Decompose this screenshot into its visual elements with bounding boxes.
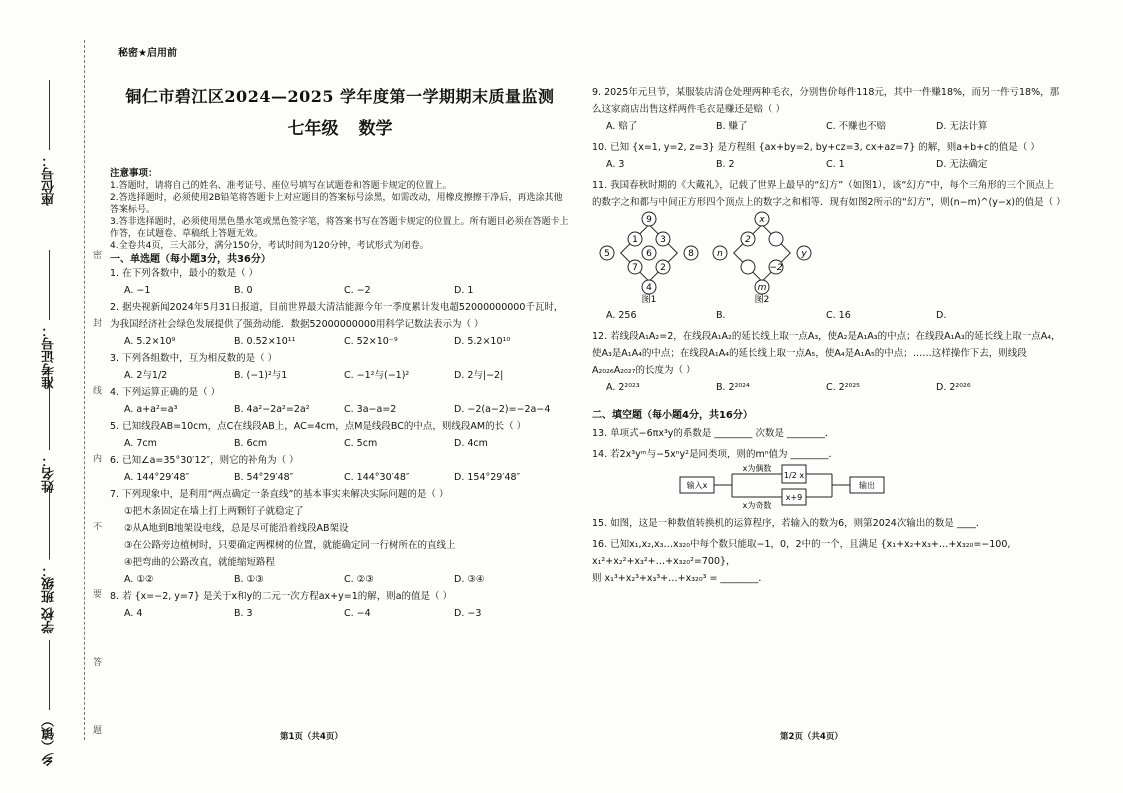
fig2-number: 2 bbox=[745, 235, 751, 245]
option: C. 2²⁰²⁵ bbox=[826, 382, 860, 393]
option: D. 2²⁰²⁶ bbox=[936, 382, 971, 393]
fill-question: 15. 如图，这是一种数值转换机的运算程序，若输入的数为6，则第2024次输出的数是 ____． bbox=[592, 518, 986, 529]
option: C. 不赚也不赔 bbox=[826, 121, 887, 132]
option: D. 无法确定 bbox=[936, 159, 988, 170]
fig2-number: −2 bbox=[769, 263, 783, 273]
option: C. −4 bbox=[344, 608, 371, 619]
notes bbox=[110, 168, 570, 252]
fig2-caption: 图2 bbox=[754, 295, 770, 303]
option: C. 144°30′48″ bbox=[344, 472, 410, 483]
option: B. 6cm bbox=[234, 438, 268, 449]
fig1-number: 4 bbox=[646, 283, 652, 293]
statement: ④把弯曲的公路改直，就能缩短路程 bbox=[124, 557, 276, 568]
note-item: 2.答选择题时，必须使用2B铅笔将答题卡上对应题目的答案标号涂黑，如需改动，用橡皮擦擦干净后，再选涂其他答案标号。 bbox=[110, 193, 563, 215]
statement: ③在公路旁边植树时，只要确定两棵树的位置，就能确定同一行树所在的直线上 bbox=[124, 540, 456, 551]
fill-question: 14. 若2x³yᵐ与−5xⁿy²是同类项，则的mⁿ值为 ________． bbox=[592, 449, 839, 460]
option: A. 256 bbox=[606, 310, 637, 321]
option: C. 5cm bbox=[344, 438, 378, 449]
option: B. 3 bbox=[234, 608, 253, 619]
page-title: 铜仁市碧江区2024—2025 学年度第一学期期末质量监测 bbox=[125, 87, 555, 106]
section-title: 一、单选题（每小题3分，共36分） bbox=[110, 254, 271, 265]
option: A. 3 bbox=[606, 159, 625, 170]
option: A. 赔了 bbox=[606, 121, 638, 132]
question-options bbox=[592, 118, 1062, 135]
statement: ①把木条固定在墙上打上两颗钉子就稳定了 bbox=[124, 506, 304, 517]
option: A. 5.2×10⁹ bbox=[124, 336, 176, 347]
option: B. 2²⁰²⁴ bbox=[716, 382, 750, 393]
option: B. 54°29′48″ bbox=[234, 472, 294, 483]
option: A. ①② bbox=[124, 574, 154, 585]
right-questions bbox=[592, 84, 1066, 587]
fill-question: 16. 已知x₁,x₂,x₃…x₃₂₀中每个数只能取−1，0，2中的一个，且满足 {x₁+x₂+x₃+…+x₃₂₀=−100, x₁²+x₂²+x₃²+…+x₃₂₀²=700}， bbox=[592, 539, 1011, 567]
option: B. 2 bbox=[716, 159, 735, 170]
note-item: 3.答非选择题时，必须使用黑色墨水笔或黑色签字笔，将答案书写在答题卡规定的位置上。所有题目必须在答题卡上作答，在试题卷、草稿纸上答题无效。 bbox=[110, 217, 569, 239]
question-stem: 7. 下列现象中，是利用“两点确定一条直线”的基本事实来解决实际问题的是（ ） bbox=[110, 489, 449, 500]
option: B. 赚了 bbox=[716, 121, 748, 132]
flow-input-label: 输入x bbox=[686, 481, 708, 490]
fig2-node bbox=[769, 232, 783, 246]
flow-output-label: 输出 bbox=[859, 481, 875, 490]
option: D. −3 bbox=[454, 608, 482, 619]
flow-plus-label: x+9 bbox=[785, 493, 803, 502]
question-options bbox=[110, 401, 570, 418]
question-stem: 5. 已知线段AB=10cm，点C在线段AB上，AC=4cm，点M是线段BC的中点，则线段AM的长（ ） bbox=[110, 421, 527, 432]
seat-number-field: 座位号： bbox=[40, 80, 59, 206]
option: C. ②③ bbox=[344, 574, 374, 585]
fig1-number: 2 bbox=[660, 263, 666, 273]
option: A. 2²⁰²³ bbox=[606, 382, 640, 393]
question-stem: 9. 2025年元旦节，某服装店清仓处理两种毛衣，分别售价每件118元，其中一件赚18%，而另一件亏18%，那么这家商店出售这样两件毛衣是赚还是赔（ ） bbox=[592, 87, 1060, 115]
option: A. 2与1/2 bbox=[124, 370, 168, 381]
question-stem: 2. 据央视新闻2024年5月31日报道，目前世界最大清洁能源今年一季度累计发电超52000000000千瓦时，为我国经济社会绿色发展提供了强劲动能．数据52000000000用科学记数法表示为（ ） bbox=[110, 302, 564, 330]
township-field: 乡（镇） bbox=[40, 640, 59, 766]
option: B. (−1)²与1 bbox=[234, 370, 288, 381]
question-options bbox=[110, 605, 570, 622]
option: A. 4 bbox=[124, 608, 143, 619]
left-questions bbox=[110, 250, 570, 622]
option: C. −2 bbox=[344, 285, 371, 296]
fig2-number: y bbox=[801, 249, 807, 259]
fig1-number: 1 bbox=[632, 235, 638, 245]
school-class-field: 学校 班级： bbox=[40, 490, 59, 634]
option: B. bbox=[716, 310, 726, 321]
option: B. ①③ bbox=[234, 574, 264, 585]
fig1-number: 8 bbox=[688, 249, 694, 259]
option: D. ③④ bbox=[454, 574, 485, 585]
flow-even-label: x为偶数 bbox=[742, 464, 772, 473]
option: A. −1 bbox=[124, 285, 151, 296]
name-field: 姓名： bbox=[40, 380, 59, 493]
option: D. 2与|−2| bbox=[454, 370, 504, 381]
page-subtitle: 七年级 数学 bbox=[287, 119, 393, 139]
option: A. a+a²=a³ bbox=[124, 404, 178, 415]
binding-strip bbox=[0, 0, 100, 793]
option: B. 0.52×10¹¹ bbox=[234, 336, 296, 347]
page-footer-right: 第2页（共4页） bbox=[780, 732, 843, 742]
option: A. 7cm bbox=[124, 438, 157, 449]
fill-question: 13. 单项式−6πx³y的系数是 ________ 次数是 ________． bbox=[592, 428, 835, 439]
option: D. −2(a−2)=−2a−4 bbox=[454, 404, 551, 415]
notes-heading: 注意事项： bbox=[110, 168, 158, 179]
question-options bbox=[592, 307, 1062, 324]
option: D. 154°29′48″ bbox=[454, 472, 521, 483]
option: C. −1²与(−1)² bbox=[344, 370, 410, 381]
section-title: 二、填空题（每小题4分，共16分） bbox=[592, 410, 753, 421]
fig1-number: 3 bbox=[660, 235, 666, 245]
flow-half-label: 1/2 x bbox=[783, 471, 805, 480]
flowchart bbox=[592, 463, 1062, 511]
option: A. 144°29′48″ bbox=[124, 472, 190, 483]
option: C. 3a−a=2 bbox=[344, 404, 397, 415]
option: B. 0 bbox=[234, 285, 253, 296]
fig2-number: n bbox=[717, 249, 723, 259]
flow-odd-label: x为奇数 bbox=[742, 501, 772, 510]
question-stem: 10. 已知 {x=1, y=2, z=3} 是方程组 {ax+by=2, by+cz=3, cx+az=7} 的解，则a+b+c的值是（ ） bbox=[592, 142, 1040, 153]
option: D. 1 bbox=[454, 285, 474, 296]
option: C. 52×10⁻⁹ bbox=[344, 336, 398, 347]
fig1-number: 9 bbox=[646, 215, 652, 225]
seal-line bbox=[84, 40, 85, 740]
option: D. 无法计算 bbox=[936, 121, 988, 132]
question-stem: 4. 下列运算正确的是（ ） bbox=[110, 387, 221, 398]
note-item: 4.全卷共4页，三大部分，满分150分，考试时间为120分钟，考试形式为闭卷。 bbox=[110, 241, 429, 251]
option: B. 4a²−2a²=2a² bbox=[234, 404, 310, 415]
question-stem: 6. 已知∠a=35°30′12″，则它的补角为（ ） bbox=[110, 455, 299, 466]
option: D. 5.2×10¹⁰ bbox=[454, 336, 511, 347]
page-footer-left: 第1页（共4页） bbox=[280, 732, 343, 742]
question-options bbox=[110, 367, 570, 384]
note-item: 1.答题时，请将自己的姓名、准考证号、座位号填写在试题卷和答题卡规定的位置上。 bbox=[110, 181, 452, 191]
secret-mark: 秘密★启用前 bbox=[118, 48, 177, 59]
fig1-caption: 图1 bbox=[641, 295, 657, 303]
exam-number-field: 准考证号： bbox=[40, 250, 59, 389]
question-options bbox=[110, 469, 570, 486]
statement: ②从A地到B地架设电线，总是尽可能沿着线段AB架设 bbox=[124, 523, 349, 534]
fill-question: 则 x₁³+x₂³+x₃³+…+x₃₂₀³ = ________． bbox=[592, 573, 768, 584]
question-options bbox=[592, 156, 1062, 173]
question-options bbox=[110, 435, 570, 452]
option: D. bbox=[936, 310, 947, 321]
fig1-number: 5 bbox=[604, 249, 610, 259]
fig1-number: 6 bbox=[646, 249, 652, 259]
option: C. 16 bbox=[826, 310, 851, 321]
question-stem: 3. 下列各组数中，互为相反数的是（ ） bbox=[110, 353, 278, 364]
question-stem: 12. 若线段A₁A₂=2，在线段A₁A₂的延长线上取一点A₃，使A₂是A₁A₃的中点；在线段A₁A₃的延长线上取一点A₄，使A₃是A₁A₄的中点；在线段A₁A₄的延长线上取一点A₅，使A₄是A₁A₅的中点；……这样操作下去，则线段A₂₀₂₆A₂₀₂₇的长度为（ ） bbox=[592, 331, 1061, 376]
question-stem: 11. 我国春秋时期的《大戴礼》，记载了世界上最早的“幻方”（如图1），该“幻方”中，每个三角形的三个顶点上的数字之和都与中间正方形四个顶点上的数字之和相等．现有如图2所示的“幻方”，则(n−m)^(y−x)的值是（ ） bbox=[592, 180, 1066, 208]
fig2-number: m bbox=[757, 283, 767, 293]
question-stem: 8. 若 {x=−2, y=7} 是关于x和y的二元一次方程ax+y=1的解，则a的值是（ ） bbox=[110, 591, 453, 602]
question-options bbox=[110, 282, 570, 299]
question-stem: 1. 在下列各数中，最小的数是（ ） bbox=[110, 268, 259, 279]
fig2-node bbox=[741, 260, 755, 274]
fig1-number: 7 bbox=[632, 263, 638, 273]
magic-square-figures bbox=[592, 211, 1062, 303]
fig2-number: x bbox=[759, 215, 765, 225]
question-options bbox=[110, 333, 570, 350]
seal-line-notice: 密 封 线 内 不 要 答 题 bbox=[91, 250, 101, 763]
question-options bbox=[110, 571, 570, 588]
option: C. 1 bbox=[826, 159, 845, 170]
option: D. 4cm bbox=[454, 438, 488, 449]
question-options bbox=[592, 379, 1062, 396]
